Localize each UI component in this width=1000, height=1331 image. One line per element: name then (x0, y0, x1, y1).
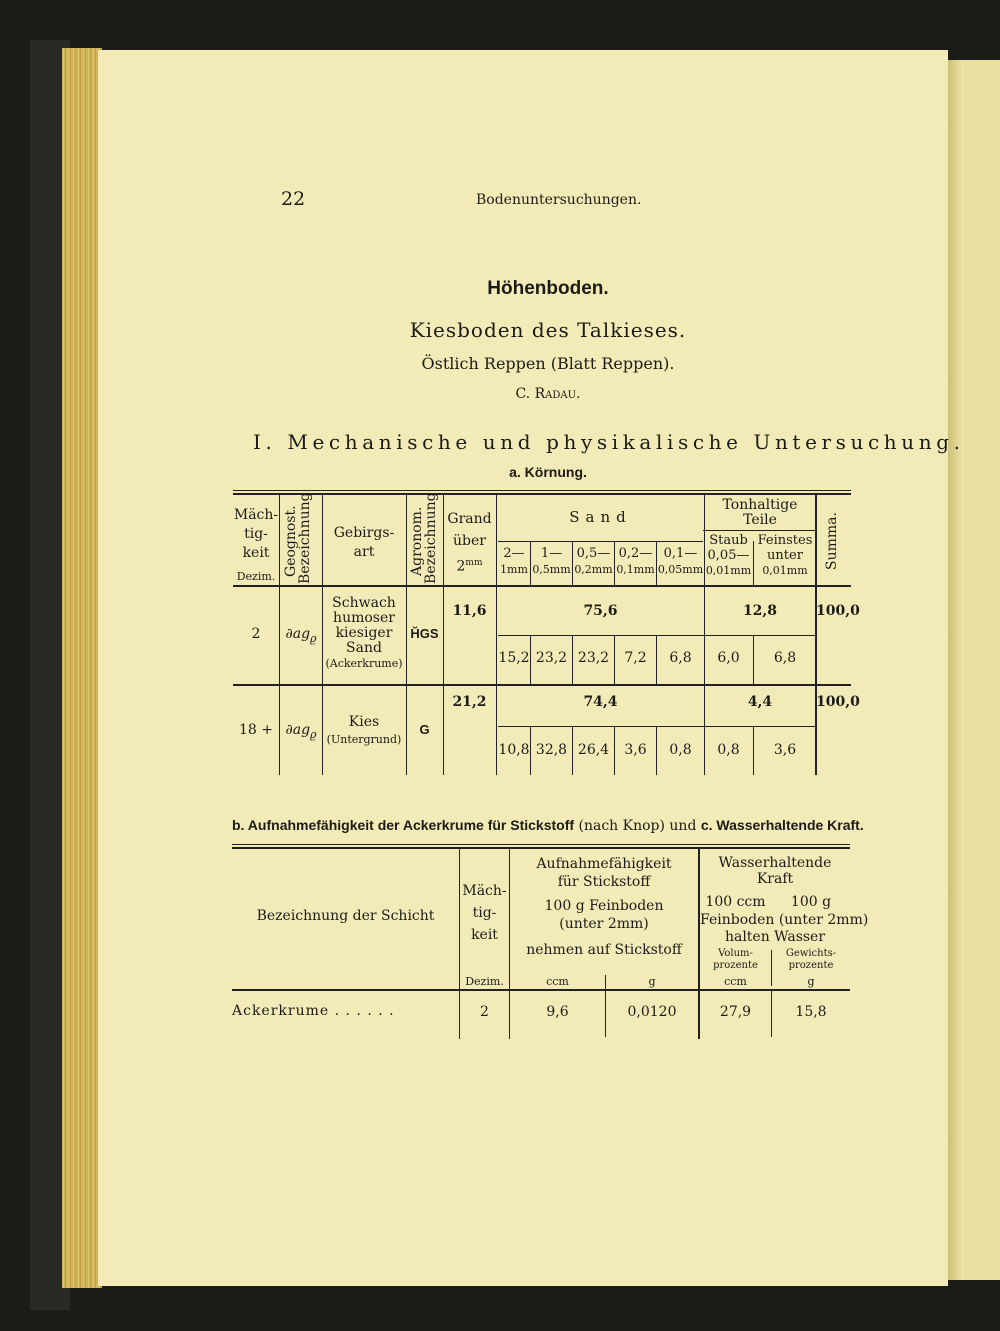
cell-ton-total: 4,4 (747, 694, 773, 710)
header-grand: Grand über $2^{mm}$ (447, 511, 492, 575)
book-page (98, 50, 965, 1286)
header-feinboden: Feinboden (unter 2mm) halten Wasser (700, 912, 869, 945)
cell-agronom: G (419, 722, 430, 737)
cell-g: 0,0120 (627, 1004, 677, 1020)
cell-sand-value: 26,4 (577, 742, 610, 758)
cell-sand-value: 15,2 (498, 650, 530, 666)
header-ccm: ccm (546, 975, 569, 988)
facing-page-edge (948, 60, 964, 1280)
page-number: 22 (281, 188, 306, 210)
header-sand-05-02: 0,5— 0,2mm (574, 546, 613, 576)
header-wasser: Wasserhaltende Kraft (718, 855, 832, 887)
header-maechtigkeit: Mäch- tig- keit (462, 883, 507, 943)
cell-sand-value: 32,8 (535, 742, 568, 758)
header-dezim: Dezim. (236, 570, 276, 583)
header-dezim: Dezim. (465, 975, 504, 988)
header-feinstes: Feinstes unter 0,01mm (757, 533, 813, 577)
header-ccm: ccm (724, 975, 747, 988)
cell-maechtigkeit: 2 (251, 626, 261, 642)
cell-sand-value: 7,2 (624, 650, 647, 666)
cell-sand-value: 3,6 (624, 742, 647, 758)
header-bezeichnung: Bezeichnung der Schicht (256, 908, 435, 924)
cell-ton-total: 12,8 (742, 603, 778, 619)
cell-gebirgsart: Kies (Untergrund) (326, 714, 402, 746)
header-tonhaltige: Tonhaltige Teile (722, 497, 798, 528)
header-gebirgsart: Gebirgs- art (333, 525, 395, 560)
subtitle: Kiesboden des Talkieses. (409, 318, 687, 342)
cell-sand-value: 6,8 (669, 650, 692, 666)
main-title: Höhenboden. (487, 278, 609, 299)
cell-geognost: $\partial ag_ϱ$ (285, 722, 317, 741)
header-agronom: Agronom. Bezeichnung (409, 492, 439, 584)
cell-sand-total: 75,6 (583, 603, 618, 619)
cell-gebirgsart: Schwach humoser kiesiger Sand (Ackerkrume) (325, 595, 403, 670)
header-volumprozente: Volum- prozente (713, 948, 758, 971)
table-subheading: a. Körnung. (509, 464, 587, 480)
cell-ccm: 9,6 (546, 1004, 569, 1020)
cell-maechtigkeit: 2 (480, 1004, 489, 1020)
cell-sand-value: 10,8 (498, 742, 530, 758)
header-sand-1-05: 1— 0,5mm (532, 546, 571, 576)
location: Östlich Reppen (Blatt Reppen). (421, 354, 675, 373)
cell-staub: 6,0 (717, 650, 740, 666)
header-summa: Summa. (824, 512, 840, 570)
cell-sand-total: 74,4 (583, 694, 618, 710)
cell-feinstes: 6,8 (773, 650, 797, 666)
header-100ccm: 100 ccm (705, 894, 766, 910)
cell-sand-value: 23,2 (577, 650, 610, 666)
header-sand-2-1: 2— 1mm (500, 546, 528, 576)
cell-gewicht: 15,8 (795, 1004, 827, 1020)
cell-feinstes: 3,6 (773, 742, 797, 758)
section2-heading: b. Aufnahmefähigkeit der Ackerkrume für Stickstoff (nach Knop) und c. Wasserhaltende Kraft. (232, 817, 864, 834)
author: C. Radau. (515, 386, 581, 402)
cell-summa: 100,0 (816, 603, 860, 619)
header-gewichtsprozente: Gewichts- prozente (785, 948, 837, 971)
header-staub: Staub 0,05— 0,01mm (705, 533, 752, 577)
header-aufnahme: Aufnahmefähigkeit für Stickstoff 100 g Feinboden (unter 2mm) nehmen auf Stickstoff (526, 856, 682, 958)
header-sand-02-01: 0,2— 0,1mm (616, 546, 655, 576)
cell-staub: 0,8 (717, 742, 740, 758)
cell-agronom: H̆GS (410, 626, 439, 641)
cell-volum: 27,9 (719, 1004, 752, 1020)
cell-maechtigkeit: 18 + (239, 722, 273, 738)
header-maechtigkeit: Mäch- tig- keit (233, 507, 279, 561)
header-geognost: Geognost. Bezeichnung (283, 492, 313, 584)
section-heading: I. Mechanische und physikalische Untersuchung. (253, 430, 965, 454)
cell-sand-value: 23,2 (535, 650, 568, 666)
running-head: Bodenuntersuchungen. (476, 192, 642, 208)
header-sand: Sand (569, 508, 632, 526)
header-100g: 100 g (790, 894, 832, 910)
cell-geognost: $\partial ag_ϱ$ (285, 626, 317, 645)
header-g: g (807, 975, 815, 988)
cell-sand-value: 0,8 (669, 742, 692, 758)
header-g: g (648, 975, 656, 988)
cell-grand: 11,6 (452, 603, 487, 619)
cell-grand: 21,2 (452, 694, 487, 710)
header-sand-01-005: 0,1— 0,05mm (657, 546, 704, 576)
cell-summa: 100,0 (816, 694, 860, 710)
page-edges (62, 48, 102, 1288)
cell-bezeichnung: Ackerkrume . . . . . . (232, 1003, 395, 1019)
